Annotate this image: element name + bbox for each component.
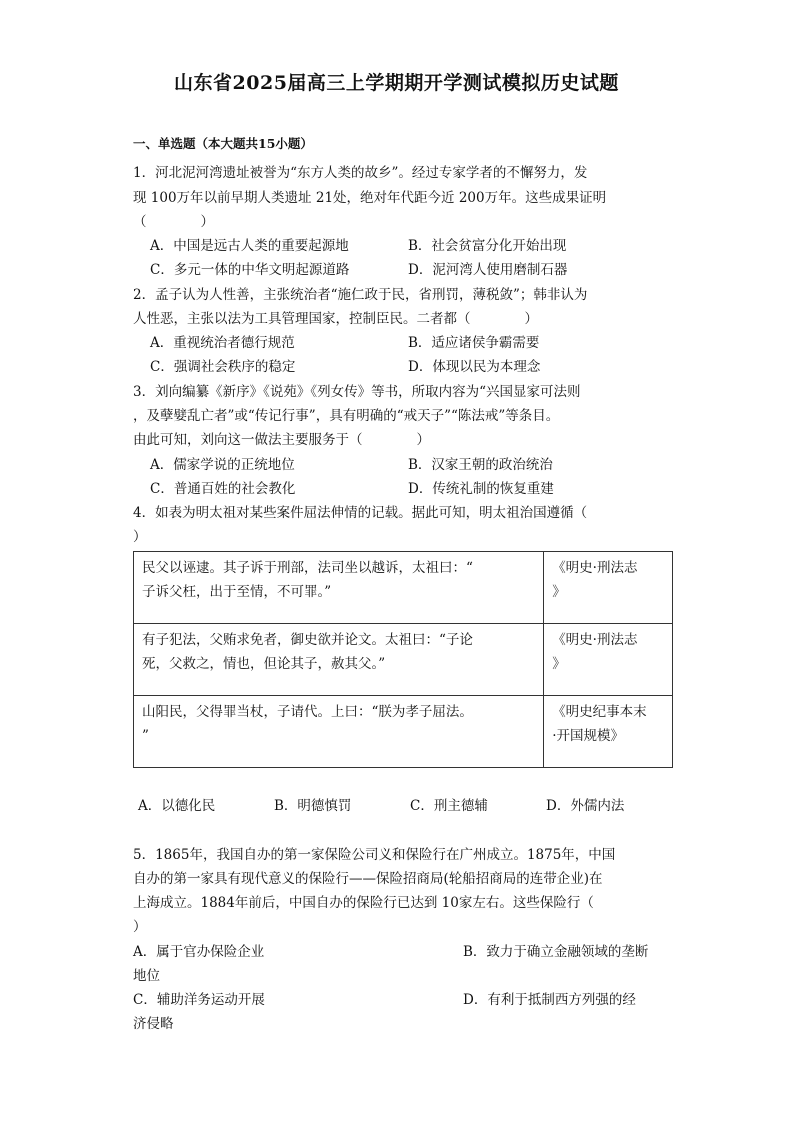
q4-option-b: B．明德慎罚 — [274, 798, 352, 814]
q3-option-c: C．普通百姓的社会教化 — [150, 481, 296, 497]
q1-option-a: A．中国是远古人类的重要起源地 — [150, 238, 349, 254]
record-line: 山阳民，父得罪当杖，子请代。上曰：“朕为孝子屈法。 — [142, 704, 473, 720]
table-row — [134, 552, 673, 624]
q2-line-1: 2．孟子认为人性善，主张统治者“施仁政于民，省刑罚，薄税敛”；韩非认为 — [133, 287, 588, 303]
record-line: 民父以诬逮。其子诉于刑部，法司坐以越诉，太祖曰：“ — [142, 560, 473, 576]
source-line: 》 — [552, 584, 566, 600]
q1-option-b: B．社会贫富分化开始出现 — [408, 238, 567, 254]
source-line: 《明史纪事本末 — [552, 704, 647, 720]
table-row — [134, 696, 673, 768]
q4-option-d: D．外儒内法 — [546, 798, 625, 814]
record-line: ” — [142, 728, 149, 744]
q5-line-2: 自办的第一家具有现代意义的保险行——保险招商局(轮船招商局的连带企业)在 — [133, 871, 603, 887]
q3-option-a: A．儒家学说的正统地位 — [150, 457, 295, 473]
q4-line-1: 4．如表为明太祖对某些案件屈法伸情的记载。据此可知，明太祖治国遵循（ — [133, 505, 588, 521]
q1-line-3: （ ） — [133, 214, 214, 230]
source-line: 》 — [552, 656, 566, 672]
q3-line-3: 由此可知，刘向这一做法主要服务于（ ） — [133, 432, 430, 448]
section-heading: 一、单选题（本大题共15小题） — [133, 136, 313, 151]
q1-line-2: 现 100万年以前早期人类遗址 21处，绝对年代距今近 200万年。这些成果证明 — [133, 190, 607, 206]
source-line: 《明史·刑法志 — [552, 560, 638, 576]
record-line: 死，父救之，情也，但论其子，赦其父。” — [142, 656, 386, 672]
q5-option-b: B．致力于确立金融领域的垄断 — [463, 944, 649, 960]
q4-line-2: ） — [133, 529, 147, 545]
q4-option-c: C．刑主德辅 — [410, 798, 488, 814]
record-line: 有子犯法，父贿求免者，御史欲并论文。太祖曰：“子论 — [142, 632, 473, 648]
q3-option-d: D．传统礼制的恢复重建 — [408, 481, 554, 497]
q2-option-b: B．适应诸侯争霸需要 — [408, 335, 540, 351]
table-row — [134, 624, 673, 696]
table-cell-record — [134, 696, 544, 768]
q3-line-1: 3．刘向编纂《新序》《说苑》《列女传》等书，所取内容为“兴国显家可法则 — [133, 384, 581, 400]
q5-option-c: C．辅助洋务运动开展 — [133, 992, 265, 1008]
q5-option-d: D．有利于抵制西方列强的经 — [463, 992, 636, 1008]
q5-line-3: 上海成立。1884年前后，中国自办的保险行已达到 10家左右。这些保险行（ — [133, 895, 594, 911]
q1-line-1: 1．河北泥河湾遗址被誉为“东方人类的故乡”。经过专家学者的不懈努力，发 — [133, 165, 588, 181]
q1-option-c: C．多元一体的中华文明起源道路 — [150, 262, 350, 278]
q2-option-a: A．重视统治者德行规范 — [150, 335, 295, 351]
q2-option-c: C．强调社会秩序的稳定 — [150, 359, 296, 375]
q2-line-2: 人性恶，主张以法为工具管理国家，控制臣民。二者都（ ） — [133, 311, 538, 327]
q3-line-2: ，及孽嬖乱亡者”或“传记行事”，具有明确的“戒天子”“陈法戒”等条目。 — [133, 408, 560, 424]
table-cell-record — [134, 552, 544, 624]
q4-records-table — [133, 551, 673, 768]
page-title: 山东省2025届高三上学期期开学测试模拟历史试题 — [174, 72, 619, 94]
q4-option-a: A．以德化民 — [138, 798, 216, 814]
record-line: 子诉父枉，出于至情，不可罪。” — [142, 584, 332, 600]
q5-option-b-cont: 地位 — [133, 968, 160, 984]
table-cell-source — [544, 696, 673, 768]
q1-option-d: D．泥河湾人使用磨制石器 — [408, 262, 568, 278]
table-cell-record — [134, 624, 544, 696]
table-cell-source — [544, 552, 673, 624]
source-line: ·开国规模》 — [552, 728, 624, 744]
q5-line-1: 5．1865年，我国自办的第一家保险公司义和保险行在广州成立。1875年，中国 — [133, 847, 616, 863]
source-line: 《明史·刑法志 — [552, 632, 638, 648]
table-cell-source — [544, 624, 673, 696]
q3-option-b: B．汉家王朝的政治统治 — [408, 457, 553, 473]
q2-option-d: D．体现以民为本理念 — [408, 359, 541, 375]
q5-line-4: ） — [133, 919, 147, 935]
q5-option-d-cont: 济侵略 — [133, 1016, 174, 1032]
q5-option-a: A．属于官办保险企业 — [133, 944, 265, 960]
